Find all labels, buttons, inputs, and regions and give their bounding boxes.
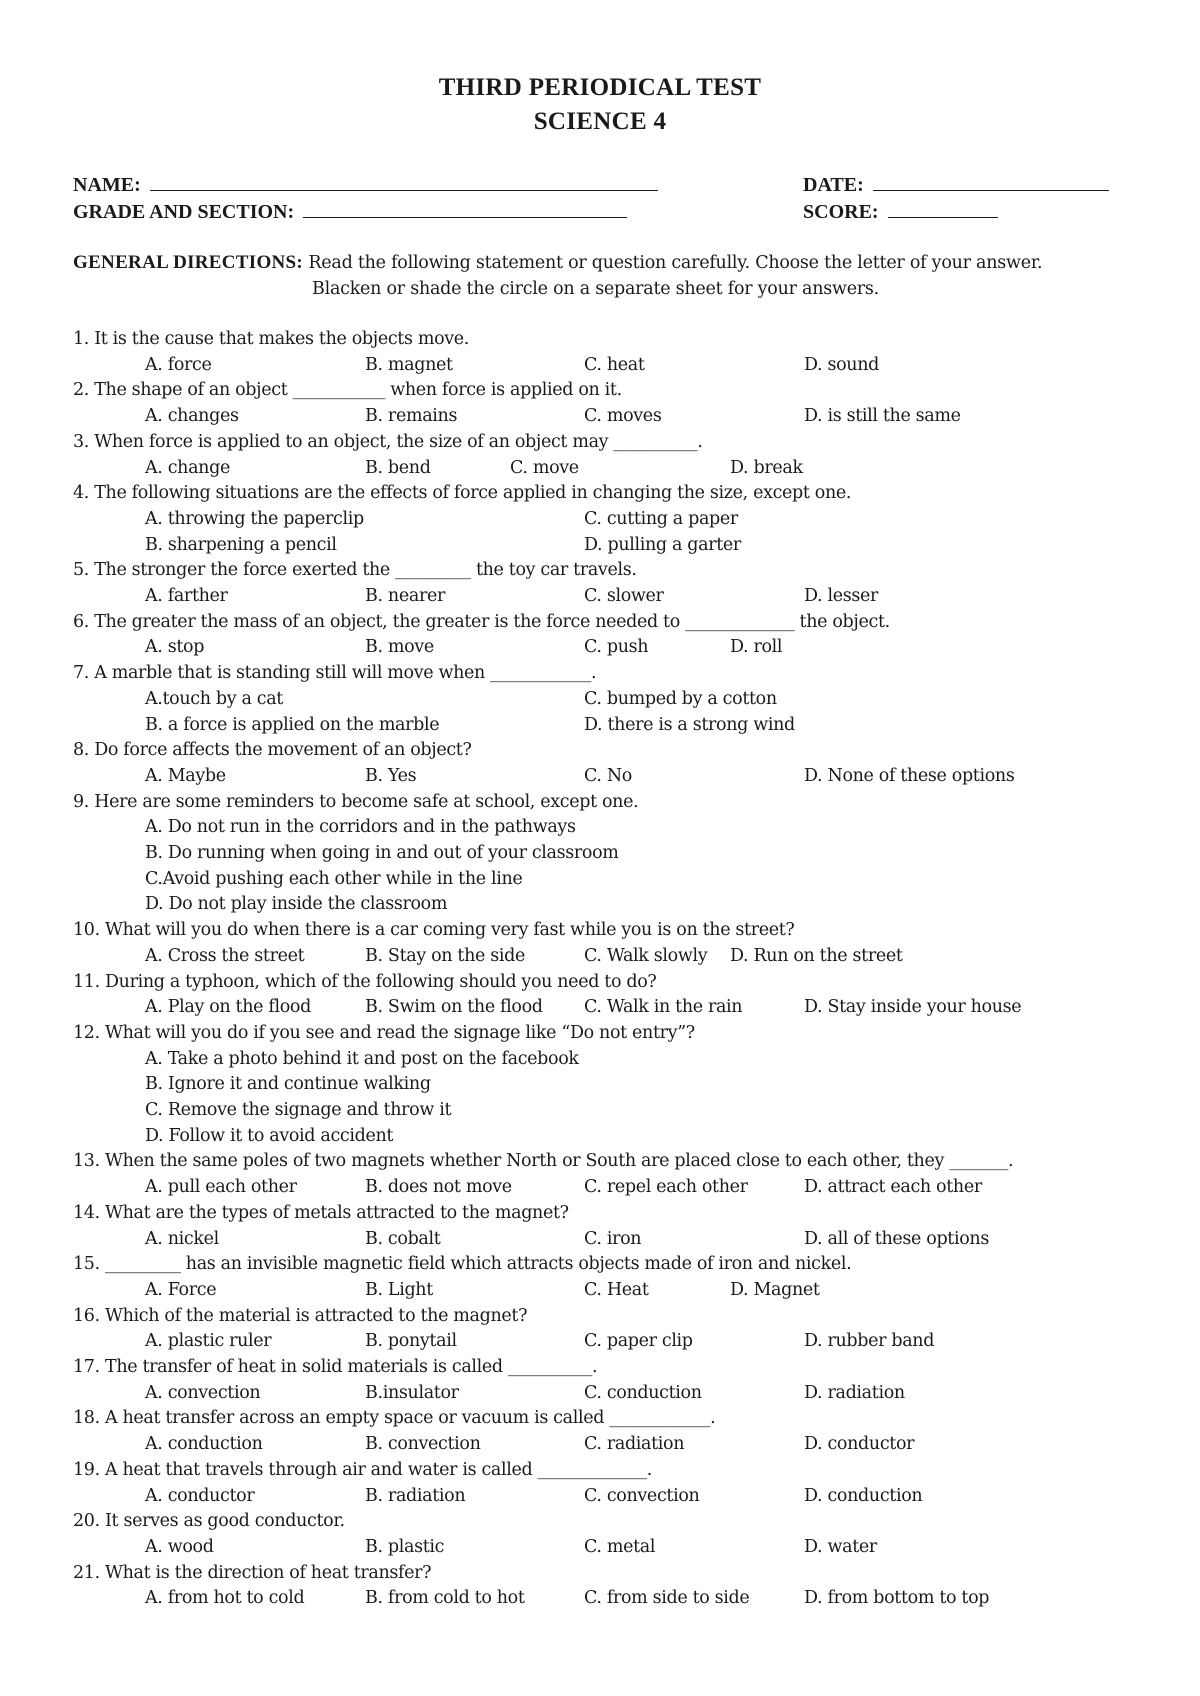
- question-8-option: B. Yes: [365, 765, 417, 786]
- question-12-option: C. Remove the signage and throw it: [145, 1100, 452, 1120]
- question-20-text: 20. It serves as good conductor.: [73, 1511, 345, 1532]
- question-3-text: 3. When force is applied to an object, the size of an object may __________.: [73, 431, 703, 452]
- question-19-option: C. convection: [584, 1485, 700, 1506]
- date-field: [803, 172, 1109, 197]
- question-18-text: 18. A heat transfer across an empty space or vacuum is called ____________.: [73, 1408, 716, 1429]
- question-3-option: D. break: [730, 457, 803, 478]
- question-6-option: C. push: [584, 637, 649, 658]
- question-11-option: A. Play on the flood: [145, 997, 311, 1018]
- question-18-option: D. conductor: [804, 1434, 915, 1455]
- question-9-option: D. Do not play inside the classroom: [145, 894, 448, 915]
- question-21-option: D. from bottom to top: [804, 1588, 990, 1609]
- question-18-option: C. radiation: [584, 1434, 685, 1455]
- question-10-text: 10. What will you do when there is a car coming very fast while you is on the street?: [73, 920, 795, 941]
- question-10-option: B. Stay on the side: [365, 945, 525, 966]
- question-9-option: B. Do running when going in and out of your classroom: [145, 843, 619, 863]
- date-blank: [873, 172, 1109, 191]
- question-17-option: A. convection: [145, 1382, 261, 1403]
- question-11-text: 11. During a typhoon, which of the following should you need to do?: [73, 971, 657, 992]
- question-7-option: D. there is a strong wind: [584, 714, 795, 735]
- question-2-option: D. is still the same: [804, 406, 961, 427]
- question-8-option: D. None of these options: [804, 765, 1015, 786]
- question-2-option: A. changes: [145, 406, 239, 427]
- question-12-option: B. Ignore it and continue walking: [145, 1074, 431, 1095]
- grade-section-field: [73, 199, 627, 224]
- question-7-option: B. a force is applied on the marble: [145, 714, 440, 735]
- question-8-option: A. Maybe: [145, 765, 226, 786]
- question-1-text: 1. It is the cause that makes the objects move.: [73, 329, 470, 349]
- question-5-option: B. nearer: [365, 586, 445, 606]
- test-title: THIRD PERIODICAL TEST: [438, 74, 762, 101]
- question-17-text: 17. The transfer of heat in solid materials is called __________.: [73, 1357, 598, 1377]
- question-4-option: A. throwing the paperclip: [145, 508, 364, 529]
- question-19-option: B. radiation: [365, 1485, 466, 1506]
- question-16-option: A. plastic ruler: [145, 1331, 272, 1352]
- question-5-option: C. slower: [584, 586, 664, 606]
- question-10-option: D. Run on the street: [730, 945, 903, 966]
- question-14-option: D. all of these options: [804, 1228, 989, 1249]
- question-16-text: 16. Which of the material is attracted to the magnet?: [73, 1305, 528, 1326]
- question-9-option: C.Avoid pushing each other while in the line: [145, 868, 523, 889]
- question-9-text: 9. Here are some reminders to become safe at school, except one.: [73, 791, 639, 812]
- question-7-option: A.touch by a cat: [145, 688, 283, 709]
- question-3-option: B. bend: [365, 457, 431, 478]
- question-17-option: C. conduction: [584, 1382, 702, 1403]
- question-12-option: A. Take a photo behind it and post on the facebook: [145, 1048, 579, 1069]
- question-2-text: 2. The shape of an object ___________ when force is applied on it.: [73, 380, 622, 401]
- question-1-option: D. sound: [804, 354, 879, 375]
- question-19-option: A. conductor: [145, 1485, 255, 1506]
- name-label: NAME:: [73, 174, 141, 196]
- question-15-option: B. Light: [365, 1279, 433, 1300]
- question-9-option: A. Do not run in the corridors and in the pathways: [145, 817, 576, 838]
- question-14-option: B. cobalt: [365, 1228, 441, 1249]
- question-7-option: C. bumped by a cotton: [584, 688, 777, 709]
- question-4-option: C. cutting a paper: [584, 508, 738, 529]
- question-21-option: B. from cold to hot: [365, 1588, 525, 1609]
- score-field: [803, 199, 998, 224]
- question-15-text: 15. _________ has an invisible magnetic field which attracts objects made of iron and nickel.: [73, 1254, 852, 1275]
- question-13-option: B. does not move: [365, 1177, 512, 1198]
- question-8-text: 8. Do force affects the movement of an object?: [73, 740, 472, 761]
- question-16-option: C. paper clip: [584, 1331, 693, 1352]
- question-20-option: B. plastic: [365, 1536, 445, 1557]
- test-subject: SCIENCE 4: [533, 108, 667, 135]
- question-11-option: D. Stay inside your house: [804, 997, 1022, 1018]
- question-10-option: C. Walk slowly: [584, 945, 708, 966]
- question-15-option: C. Heat: [584, 1279, 649, 1300]
- question-20-option: A. wood: [145, 1536, 214, 1557]
- general-directions: [73, 250, 1128, 302]
- question-6-option: D. roll: [730, 637, 783, 658]
- score-blank: [888, 199, 998, 218]
- question-21-option: A. from hot to cold: [145, 1588, 305, 1609]
- question-4-text: 4. The following situations are the effects of force applied in changing the size, except one.: [73, 483, 852, 504]
- question-6-text: 6. The greater the mass of an object, the greater is the force needed to _____________ the object.: [73, 611, 890, 632]
- question-18-option: A. conduction: [145, 1434, 263, 1455]
- question-21-text: 21. What is the direction of heat transfer?: [73, 1562, 432, 1583]
- question-12-text: 12. What will you do if you see and read the signage like “Do not entry”?: [73, 1022, 695, 1043]
- question-5-text: 5. The stronger the force exerted the _________ the toy car travels.: [73, 560, 637, 581]
- grade-section-blank: [303, 199, 627, 218]
- question-2-option: C. moves: [584, 406, 662, 427]
- question-1-option: C. heat: [584, 354, 645, 375]
- question-12-option: D. Follow it to avoid accident: [145, 1125, 394, 1146]
- question-14-option: C. iron: [584, 1228, 642, 1249]
- question-19-option: D. conduction: [804, 1485, 923, 1506]
- question-5-option: D. lesser: [804, 586, 879, 606]
- question-11-option: B. Swim on the flood: [365, 997, 543, 1018]
- question-21-option: C. from side to side: [584, 1588, 750, 1609]
- question-5-option: A. farther: [145, 586, 228, 606]
- name-blank: [150, 172, 658, 191]
- question-18-option: B. convection: [365, 1434, 481, 1455]
- directions-label: GENERAL DIRECTIONS:: [73, 252, 304, 273]
- question-14-option: A. nickel: [145, 1228, 219, 1249]
- question-3-option: A. change: [145, 457, 230, 478]
- directions-line-2: Blacken or shade the circle on a separate sheet for your answers.: [312, 279, 879, 299]
- question-16-option: D. rubber band: [804, 1331, 935, 1352]
- question-6-option: B. move: [365, 637, 434, 658]
- question-13-option: C. repel each other: [584, 1177, 748, 1198]
- date-label: DATE:: [803, 174, 864, 196]
- question-11-option: C. Walk in the rain: [584, 997, 743, 1018]
- question-1-option: A. force: [145, 354, 212, 375]
- question-16-option: B. ponytail: [365, 1331, 457, 1352]
- question-20-option: D. water: [804, 1536, 877, 1557]
- question-3-option: C. move: [510, 457, 579, 478]
- directions-line-1: Read the following statement or question carefully. Choose the letter of your answer.: [303, 253, 1043, 273]
- question-20-option: C. metal: [584, 1536, 656, 1557]
- grade-section-label: GRADE AND SECTION:: [73, 201, 295, 223]
- question-8-option: C. No: [584, 765, 632, 786]
- question-19-text: 19. A heat that travels through air and water is called _____________.: [73, 1459, 652, 1480]
- question-7-text: 7. A marble that is standing still will move when ____________.: [73, 663, 597, 684]
- question-13-option: D. attract each other: [804, 1177, 982, 1198]
- question-2-option: B. remains: [365, 406, 458, 427]
- question-4-option: D. pulling a garter: [584, 534, 741, 555]
- question-4-option: B. sharpening a pencil: [145, 534, 337, 555]
- question-10-option: A. Cross the street: [145, 945, 305, 966]
- question-13-option: A. pull each other: [145, 1177, 297, 1198]
- question-17-option: B.insulator: [365, 1382, 459, 1403]
- question-13-text: 13. When the same poles of two magnets whether North or South are placed close to each other, they _______.: [73, 1151, 1014, 1172]
- question-15-option: D. Magnet: [730, 1279, 820, 1300]
- question-17-option: D. radiation: [804, 1382, 905, 1403]
- question-6-option: A. stop: [145, 637, 205, 658]
- name-field: [73, 172, 658, 197]
- question-14-text: 14. What are the types of metals attracted to the magnet?: [73, 1202, 569, 1223]
- question-15-option: A. Force: [145, 1279, 217, 1300]
- question-1-option: B. magnet: [365, 354, 453, 375]
- score-label: SCORE:: [803, 201, 879, 223]
